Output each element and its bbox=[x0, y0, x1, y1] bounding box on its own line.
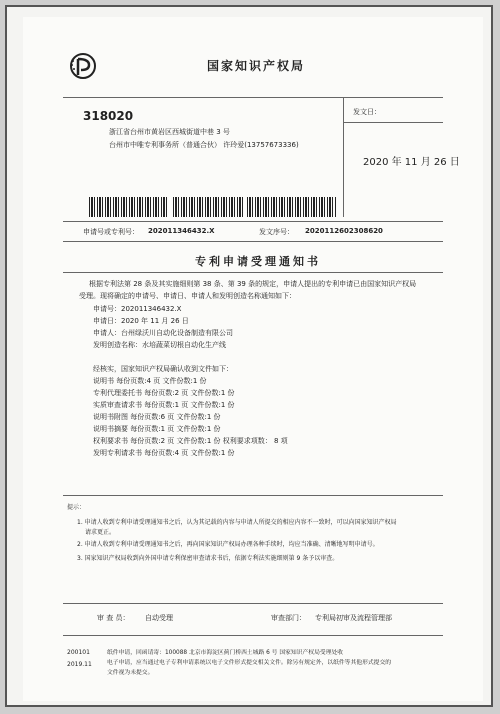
footer-rule-top bbox=[63, 603, 443, 604]
examiner: 自动受理 bbox=[145, 614, 173, 622]
detail-invention: 发明创造名称：水培蔬菜切根自动化生产线 bbox=[93, 341, 226, 349]
notes-rule bbox=[63, 495, 443, 496]
file-row: 权利要求书 每份页数:2 页 文件份数:1 份 权利要求项数： 8 项 bbox=[93, 437, 288, 445]
note-3: 3. 国家知识产权局收到向外国申请专利保密审查请求书后，依据专利法实施细则第 9 条予以审查。 bbox=[77, 555, 339, 562]
mail-address-3: 文件视为未提交。 bbox=[107, 670, 154, 676]
app-no-label: 申请号或专利号： bbox=[83, 228, 139, 236]
intro-line-2: 受理。现将确定的申请号、申请日、申请人和发明创造名称通知如下： bbox=[79, 292, 296, 300]
id-rule-top bbox=[63, 221, 443, 222]
check-intro: 经核实，国家知识产权局确认收到文件如下： bbox=[93, 365, 233, 373]
issue-date-label: 发文日： bbox=[353, 108, 381, 116]
file-row: 说明书摘要 每份页数:1 页 文件份数:1 份 bbox=[93, 425, 221, 433]
mail-address-2: 电子申请，应当通过电子专利申请系统以电子文件形式提交相关文件。除另有规定外，以纸件等其他形式提交的 bbox=[107, 660, 392, 666]
dept-label: 审查部门： bbox=[271, 614, 306, 622]
dept: 专利局初审及流程管理部 bbox=[315, 614, 392, 622]
title-rule bbox=[63, 272, 443, 273]
cnipa-logo-icon bbox=[69, 51, 99, 81]
note-2: 2. 申请人收到专利申请受理通知书之后，再向国家知识产权局办理各种手续时，均应当准确、清晰地写明申请号。 bbox=[77, 541, 379, 548]
postcode: 318020 bbox=[83, 109, 134, 123]
notes-heading: 提示： bbox=[67, 504, 86, 511]
recipient-agency: 台州市中唯专利事务所（普通合伙） 许玲爱(13757673336) bbox=[109, 141, 299, 149]
doc-no-label: 发文序号： bbox=[259, 228, 294, 236]
examiner-label: 审 查 员： bbox=[97, 614, 130, 622]
office-name: 国家知识产权局 bbox=[207, 59, 306, 73]
issue-label-rule bbox=[343, 122, 443, 123]
issue-date: 2020 年 11 月 26 日 bbox=[363, 157, 460, 168]
intro-line-1: 根据专利法第 28 条及其实施细则第 38 条、第 39 条的规定，申请人提出的专利申请已由国家知识产权局 bbox=[89, 280, 417, 288]
footer-rule-bottom bbox=[63, 635, 443, 636]
recipient-address: 浙江省台州市黄岩区西城街道中巷 3 号 bbox=[109, 128, 230, 136]
doc-no: 2020112602308620 bbox=[305, 227, 383, 235]
form-code: 200101 bbox=[67, 649, 90, 656]
divider-vertical bbox=[343, 97, 344, 217]
detail-applicant: 申请人：台州绿沃川自动化设备制造有限公司 bbox=[93, 329, 233, 337]
id-rule-bottom bbox=[63, 241, 443, 242]
file-row: 实质审查请求书 每份页数:1 页 文件份数:1 份 bbox=[93, 401, 235, 409]
document-frame bbox=[5, 5, 493, 707]
notice-page bbox=[23, 17, 483, 701]
barcode-2 bbox=[173, 197, 243, 217]
file-row: 发明专利请求书 每份页数:4 页 文件份数:1 份 bbox=[93, 449, 235, 457]
detail-app-no: 申请号：202011346432.X bbox=[93, 305, 182, 313]
note-1b: 请求更正。 bbox=[85, 529, 116, 536]
notice-title: 专利申请受理通知书 bbox=[195, 255, 321, 268]
barcode-3 bbox=[247, 197, 337, 217]
barcode-1 bbox=[89, 197, 169, 217]
app-no: 202011346432.X bbox=[148, 227, 215, 235]
detail-app-date: 申请日：2020 年 11 月 26 日 bbox=[93, 317, 189, 325]
top-rule bbox=[63, 97, 443, 98]
mail-address-1: 纸件申请，回函请寄：100088 北京市海淀区蓟门桥西土城路 6 号 国家知识产权局受理处收 bbox=[107, 650, 344, 656]
note-1a: 1. 申请人收到专利申请受理通知书之后，认为其记载的内容与申请人所提交的相应内容不一致时，可以向国家知识产权局 bbox=[77, 519, 397, 526]
file-row: 说明书附图 每份页数:6 页 文件份数:1 份 bbox=[93, 413, 221, 421]
file-row: 专利代理委托书 每份页数:2 页 文件份数:1 份 bbox=[93, 389, 235, 397]
form-date: 2019.11 bbox=[67, 661, 92, 668]
file-row: 说明书 每份页数:4 页 文件份数:1 份 bbox=[93, 377, 207, 385]
